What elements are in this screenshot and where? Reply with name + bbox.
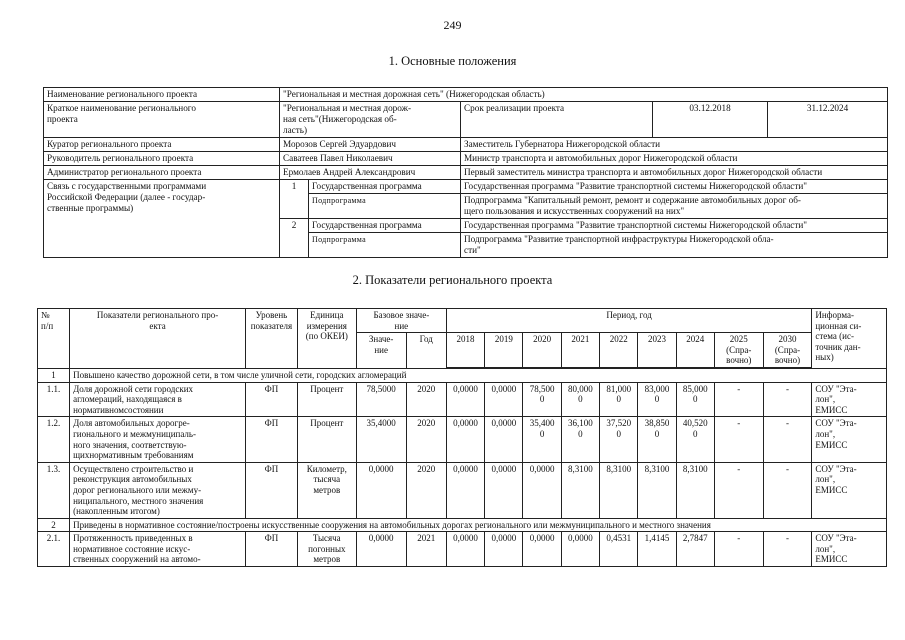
year-value: 8,3100 <box>600 462 638 518</box>
indicator-unit: Процент <box>297 382 356 417</box>
year-value: - <box>714 382 763 417</box>
gp-subprogram-label: Подпрограмма <box>309 233 461 258</box>
section1-title: 1. Основные положения <box>388 54 517 68</box>
table-row <box>44 138 888 152</box>
data-source: СОУ "Эта- лон", ЕМИСС <box>812 462 887 518</box>
gp-subprogram-value: Подпрограмма "Развитие транспортной инфраструктуры Нижегородской обла- сти" <box>461 233 888 258</box>
indicator-level: ФП <box>246 532 298 567</box>
year-value: 85,000 0 <box>676 382 714 417</box>
admin-name: Ермолаев Андрей Александрович <box>280 166 461 180</box>
year-value: - <box>714 462 763 518</box>
basic-info-table <box>43 87 888 258</box>
table-row <box>38 417 887 462</box>
data-source: СОУ "Эта- лон", ЕМИСС <box>812 532 887 567</box>
indicator-text: Протяженность приведенных в нормативное состояние искус- ственных сооружений на автомо- <box>70 532 246 567</box>
year-value: 0,0000 <box>485 382 523 417</box>
col-base-header: Базовое значе- ние <box>356 309 446 333</box>
table-row <box>38 382 887 417</box>
curator-name: Морозов Сергей Эдуардович <box>280 138 461 152</box>
indicator-level: ФП <box>246 382 298 417</box>
year-value: 1,4145 <box>638 532 676 567</box>
group-row <box>38 368 887 382</box>
base-value: 35,4000 <box>356 417 406 462</box>
year-value: 0,0000 <box>561 532 599 567</box>
short-name-label: Краткое наименование регионального проекта <box>44 102 280 138</box>
name-label: Наименование регионального проекта <box>44 88 280 102</box>
year-value: 0,0000 <box>446 532 484 567</box>
gp-program-value: Государственная программа "Развитие транспортной системы Нижегородской области" <box>461 180 888 194</box>
col-year-header: 2020 <box>523 333 561 368</box>
short-name-value: "Региональная и местная дорож- ная сеть"(Нижегородская об- ласть) <box>280 102 461 138</box>
year-value: 80,000 0 <box>561 382 599 417</box>
table-row <box>44 152 888 166</box>
head-name: Саватеев Павел Николаевич <box>280 152 461 166</box>
table-row <box>44 166 888 180</box>
year-value: 38,850 0 <box>638 417 676 462</box>
header-row <box>38 309 887 333</box>
year-value: 40,520 0 <box>676 417 714 462</box>
year-value: - <box>763 462 812 518</box>
year-value: 0,0000 <box>446 382 484 417</box>
gp-program-label: Государственная программа <box>309 180 461 194</box>
row-number: 1.1. <box>38 382 70 417</box>
col-num-header: № п/п <box>38 309 70 369</box>
base-year: 2020 <box>406 462 446 518</box>
group-text: Повышено качество дорожной сети, в том числе уличной сети, городских агломераций <box>70 368 887 382</box>
year-value: - <box>763 382 812 417</box>
year-value: - <box>714 417 763 462</box>
col-level-header: Уровень показателя <box>246 309 298 369</box>
curator-label: Куратор регионального проекта <box>44 138 280 152</box>
col-year-header: 2018 <box>446 333 484 368</box>
row-number: 2.1. <box>38 532 70 567</box>
year-value: 78,500 0 <box>523 382 561 417</box>
table-row <box>44 180 888 194</box>
year-value: 0,0000 <box>485 462 523 518</box>
year-value: 83,000 0 <box>638 382 676 417</box>
base-year: 2020 <box>406 382 446 417</box>
col-year-header: 2024 <box>676 333 714 368</box>
gp-link-label: Связь с государственными программами Российской Федерации (далее - государ- ственные программы) <box>44 180 280 258</box>
year-value: 37,520 0 <box>600 417 638 462</box>
group-text: Приведены в нормативное состояние/построены искусственные сооружения на автомобильных дорогах регионального или межмуниципального и местного значения <box>70 518 887 532</box>
col-unit-header: Единица измерения (по ОКЕИ) <box>297 309 356 369</box>
head-label: Руководитель регионального проекта <box>44 152 280 166</box>
year-value: 8,3100 <box>561 462 599 518</box>
period-start: 03.12.2018 <box>653 102 768 138</box>
table-row <box>38 532 887 567</box>
year-value: 2,7847 <box>676 532 714 567</box>
year-value: 8,3100 <box>638 462 676 518</box>
year-value: 0,0000 <box>523 532 561 567</box>
base-year: 2021 <box>406 532 446 567</box>
year-value: 0,0000 <box>523 462 561 518</box>
page-number: 249 <box>443 18 462 32</box>
col-year-header: 2023 <box>638 333 676 368</box>
gp-program-label: Государственная программа <box>309 219 461 233</box>
table-row <box>44 102 888 138</box>
admin-post: Первый заместитель министра транспорта и автомобильных дорог Нижегородской области <box>461 166 888 180</box>
period-label: Срок реализации проекта <box>461 102 653 138</box>
col-year-header: 2030 (Спра- вочно) <box>763 333 812 368</box>
indicator-level: ФП <box>246 462 298 518</box>
year-value: 8,3100 <box>676 462 714 518</box>
col-base-value-header: Значе- ние <box>356 333 406 369</box>
base-value: 0,0000 <box>356 462 406 518</box>
year-value: 0,0000 <box>485 417 523 462</box>
indicator-text: Доля автомобильных дорогре- гионального и межмуниципаль- ного значения, соответствую- щихнормативным требованиям <box>70 417 246 462</box>
col-year-header: 2022 <box>600 333 638 368</box>
col-base-year-header: Год <box>406 333 446 369</box>
col-source-header: Информа- ционная си- стема (ис- точник дан- ных) <box>812 309 887 369</box>
table-row <box>44 88 888 102</box>
gp-number: 2 <box>280 219 309 258</box>
year-value: - <box>763 532 812 567</box>
data-source: СОУ "Эта- лон", ЕМИСС <box>812 382 887 417</box>
section2-title: 2. Показатели регионального проекта <box>352 273 553 287</box>
gp-subprogram-label: Подпрограмма <box>309 194 461 219</box>
base-value: 78,5000 <box>356 382 406 417</box>
year-value: 0,0000 <box>446 417 484 462</box>
base-value: 0,0000 <box>356 532 406 567</box>
year-value: 35,400 0 <box>523 417 561 462</box>
group-number: 1 <box>38 368 70 382</box>
indicator-unit: Процент <box>297 417 356 462</box>
year-value: - <box>714 532 763 567</box>
col-year-header: 2019 <box>485 333 523 368</box>
row-number: 1.3. <box>38 462 70 518</box>
indicator-unit: Километр, тысяча метров <box>297 462 356 518</box>
year-value: 0,0000 <box>485 532 523 567</box>
head-post: Министр транспорта и автомобильных дорог Нижегородской области <box>461 152 888 166</box>
gp-number: 1 <box>280 180 309 219</box>
year-value: 81,000 0 <box>600 382 638 417</box>
data-source: СОУ "Эта- лон", ЕМИСС <box>812 417 887 462</box>
col-year-header: 2021 <box>561 333 599 368</box>
indicators-table <box>37 308 887 567</box>
col-indicator-header: Показатели регионального про- екта <box>70 309 246 369</box>
group-number: 2 <box>38 518 70 532</box>
gp-program-value: Государственная программа "Развитие транспортной системы Нижегородской области" <box>461 219 888 233</box>
indicator-level: ФП <box>246 417 298 462</box>
gp-subprogram-value: Подпрограмма "Капитальный ремонт, ремонт и содержание автомобильных дорог об- щего пользования и искусственных сооружений на них" <box>461 194 888 219</box>
indicator-text: Осуществлено строительство и реконструкция автомобильных дорог регионального или межму- ниципального, местного значения (накопленным итогом) <box>70 462 246 518</box>
row-number: 1.2. <box>38 417 70 462</box>
year-value: 36,100 0 <box>561 417 599 462</box>
curator-post: Заместитель Губернатора Нижегородской области <box>461 138 888 152</box>
base-year: 2020 <box>406 417 446 462</box>
period-end: 31.12.2024 <box>768 102 888 138</box>
group-row <box>38 518 887 532</box>
admin-label: Администратор регионального проекта <box>44 166 280 180</box>
year-value: 0,4531 <box>600 532 638 567</box>
indicator-unit: Тысяча погонных метров <box>297 532 356 567</box>
col-year-header: 2025 (Спра- вочно) <box>714 333 763 368</box>
year-value: 0,0000 <box>446 462 484 518</box>
table-row <box>38 462 887 518</box>
col-period-header: Период, год <box>446 309 811 333</box>
indicator-text: Доля дорожной сети городских агломераций, находящаяся в нормативномсостоянии <box>70 382 246 417</box>
year-value: - <box>763 417 812 462</box>
name-value: "Региональная и местная дорожная сеть" (Нижегородская область) <box>280 88 888 102</box>
